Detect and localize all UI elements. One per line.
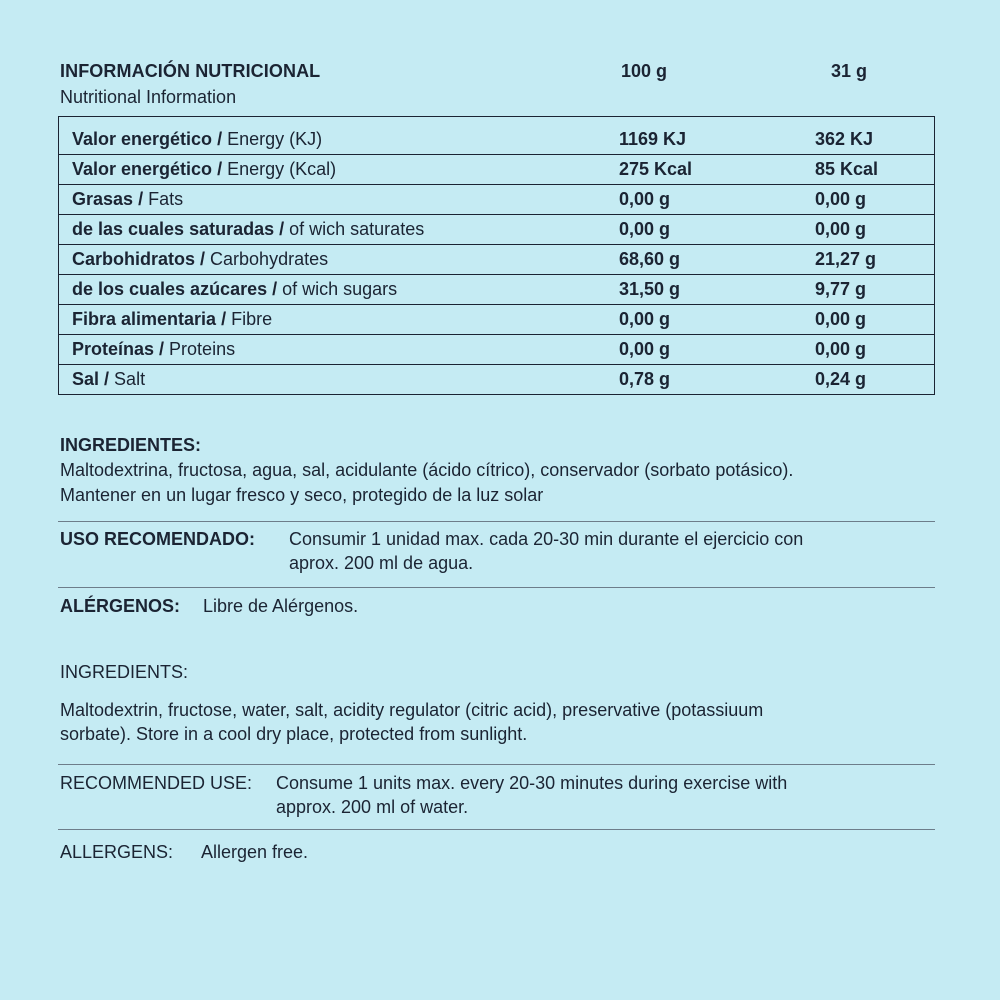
- row-label: de los cuales azúcares / of wich sugars: [72, 279, 398, 299]
- value-serving: 0,00 g: [815, 189, 867, 209]
- ingredients-text-es-line1: Maltodextrina, fructosa, agua, sal, acidulante (ácido cítrico), conservador (sorbato potásico).: [60, 460, 794, 480]
- value-serving: 0,00 g: [815, 339, 867, 359]
- table-row: [59, 125, 934, 155]
- ingredients-heading-en: INGREDIENTS:: [60, 662, 189, 682]
- value-100g: 68,60 g: [619, 249, 681, 269]
- ingredients-text-es-line2: Mantener en un lugar fresco y seco, protegido de la luz solar: [60, 485, 544, 505]
- allergens-label-es: ALÉRGENOS:: [60, 596, 181, 616]
- value-100g: 0,00 g: [619, 309, 671, 329]
- nutrition-table: [58, 116, 935, 395]
- section-divider: [58, 521, 935, 522]
- value-100g: 0,00 g: [619, 189, 671, 209]
- value-serving: 362 KJ: [815, 129, 874, 149]
- table-row: [59, 365, 934, 395]
- section-divider: [58, 829, 935, 830]
- usage-text-es-line1: Consumir 1 unidad max. cada 20-30 min durante el ejercicio con: [289, 529, 804, 549]
- row-label: Fibra alimentaria / Fibre: [72, 309, 273, 329]
- usage-text-es-line2: aprox. 200 ml de agua.: [289, 553, 474, 573]
- ingredients-text-en-line1: Maltodextrin, fructose, water, salt, acidity regulator (citric acid), preservative (potassiuum: [60, 700, 764, 720]
- row-label: Valor energético / Energy (KJ): [72, 129, 323, 149]
- table-row: [59, 245, 934, 275]
- value-100g: 0,00 g: [619, 219, 671, 239]
- value-100g: 1169 KJ: [619, 129, 687, 149]
- table-row: [59, 335, 934, 365]
- usage-label-es: USO RECOMENDADO:: [60, 529, 256, 549]
- section-divider: [58, 587, 935, 588]
- ingredients-heading-es: INGREDIENTES:: [60, 435, 202, 455]
- row-label: Sal / Salt: [72, 369, 146, 389]
- allergens-text-es: Libre de Alérgenos.: [203, 596, 359, 616]
- column-header-serving: 31 g: [831, 61, 868, 81]
- value-100g: 0,78 g: [619, 369, 671, 389]
- nutrition-title-es: INFORMACIÓN NUTRICIONAL: [60, 61, 321, 81]
- value-serving: 21,27 g: [815, 249, 877, 269]
- value-serving: 0,24 g: [815, 369, 867, 389]
- row-label: Grasas / Fats: [72, 189, 184, 209]
- allergens-label-en: ALLERGENS:: [60, 842, 174, 862]
- ingredients-text-en-line2: sorbate). Store in a cool dry place, protected from sunlight.: [60, 724, 528, 744]
- column-header-100g: 100 g: [621, 61, 668, 81]
- value-serving: 0,00 g: [815, 219, 867, 239]
- value-100g: 275 Kcal: [619, 159, 693, 179]
- value-serving: 85 Kcal: [815, 159, 879, 179]
- table-row: [59, 275, 934, 305]
- row-label: de las cuales saturadas / of wich saturates: [72, 219, 425, 239]
- table-row: [59, 185, 934, 215]
- row-label: Carbohidratos / Carbohydrates: [72, 249, 329, 269]
- row-label: Proteínas / Proteins: [72, 339, 236, 359]
- usage-text-en-line2: approx. 200 ml of water.: [276, 797, 469, 817]
- section-divider: [58, 764, 935, 765]
- table-row: [59, 155, 934, 185]
- nutrition-title-en: Nutritional Information: [60, 87, 237, 107]
- value-serving: 0,00 g: [815, 309, 867, 329]
- usage-text-en-line1: Consume 1 units max. every 20-30 minutes during exercise with: [276, 773, 788, 793]
- table-row: [59, 215, 934, 245]
- value-100g: 0,00 g: [619, 339, 671, 359]
- usage-label-en: RECOMMENDED USE:: [60, 773, 253, 793]
- value-serving: 9,77 g: [815, 279, 867, 299]
- row-label: Valor energético / Energy (Kcal): [72, 159, 337, 179]
- allergens-text-en: Allergen free.: [201, 842, 309, 862]
- value-100g: 31,50 g: [619, 279, 681, 299]
- table-row: [59, 305, 934, 335]
